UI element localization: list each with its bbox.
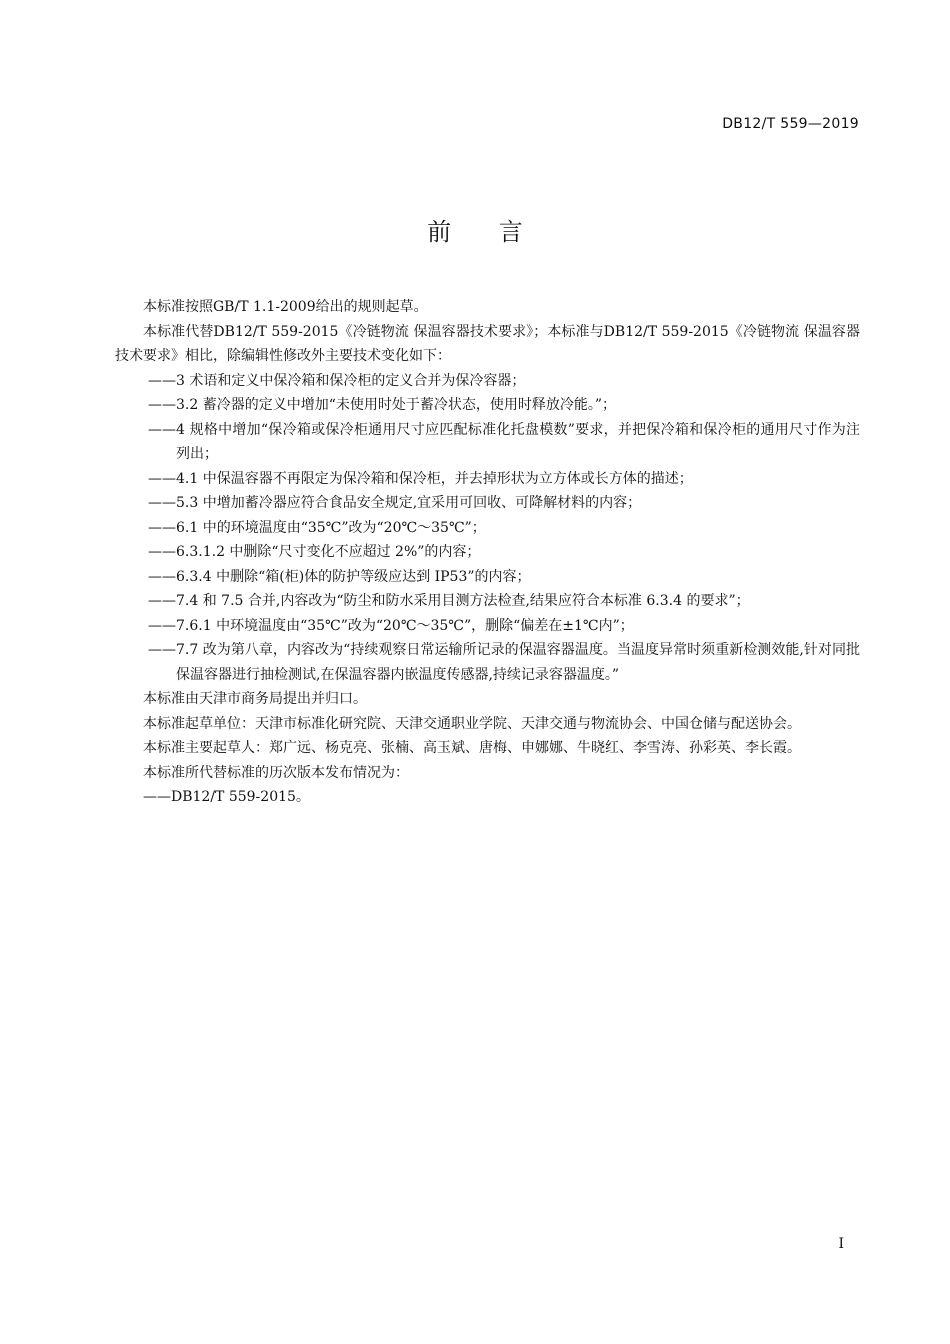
change-item: ——6.1 中的环境温度由“35℃”改为“20℃～35℃”； bbox=[148, 519, 486, 536]
change-item: ——3.2 蓄冷器的定义中增加“未使用时处于蓄冷状态，使用时释放冷能。”； bbox=[148, 397, 617, 413]
paragraph: 本标准代替DB12/T 559-2015《冷链物流 保温容器技术要求》；本标准与DB12/T 559-2015《冷链物流 保温容器技术要求》相比，除编辑性修改外主要技术变化如下： bbox=[115, 323, 860, 364]
change-item: ——4 规格中增加“保冷箱或保冷柜通用尺寸应匹配标准化托盘模数”要求，并把保冷箱和保冷柜的通用尺寸作为注列出； bbox=[148, 421, 860, 462]
change-item: ——5.3 中增加蓄冷器应符合食品安全规定,宜采用可回收、可降解材料的内容； bbox=[148, 495, 642, 511]
document-code: DB12/T 559—2019 bbox=[722, 116, 859, 132]
paragraph: 本标准所代替标准的历次版本发布情况为： bbox=[143, 764, 409, 781]
paragraph: 本标准由天津市商务局提出并归口。 bbox=[143, 691, 367, 707]
change-item: ——4.1 中保温容器不再限定为保冷箱和保冷柜，并去掉形状为立方体或长方体的描述； bbox=[148, 470, 693, 487]
change-item: ——6.3.4 中删除“箱(柜)体的防护等级应达到 IP53”的内容； bbox=[148, 568, 531, 585]
paragraph: 本标准主要起草人：郑广远、杨克亮、张楠、高玉斌、唐梅、申娜娜、牛晓红、李雪涛、孙彩英、李长霞。 bbox=[143, 740, 801, 756]
paragraph: 本标准起草单位：天津市标准化研究院、天津交通职业学院、天津交通与物流协会、中国仓储与配送协会。 bbox=[143, 715, 801, 732]
page-title: 前 言 bbox=[427, 218, 543, 246]
foreword-body bbox=[115, 295, 860, 810]
change-item: ——7.7 改为第八章，内容改为“持续观察日常运输所记录的保温容器温度。当温度异常时须重新检测效能,针对同批保温容器进行抽检测试,在保温容器内嵌温度传感器,持续记录容器温度。” bbox=[148, 642, 860, 683]
change-item: ——3 术语和定义中保冷箱和保冷柜的定义合并为保冷容器； bbox=[148, 372, 526, 389]
page-number: I bbox=[838, 1236, 844, 1252]
paragraph: 本标准按照GB/T 1.1-2009给出的规则起草。 bbox=[143, 299, 428, 315]
change-item: ——6.3.1.2 中删除“尺寸变化不应超过 2%”的内容； bbox=[148, 544, 481, 560]
change-item: ——7.6.1 中环境温度由“35℃”改为“20℃～35℃”，删除“偏差在±1℃内”； bbox=[148, 617, 634, 634]
change-item: ——7.4 和 7.5 合并,内容改为“防尘和防水采用目测方法检查,结果应符合本标准 6.3.4 的要求”； bbox=[148, 593, 750, 609]
history-item: ——DB12/T 559-2015。 bbox=[143, 789, 310, 805]
